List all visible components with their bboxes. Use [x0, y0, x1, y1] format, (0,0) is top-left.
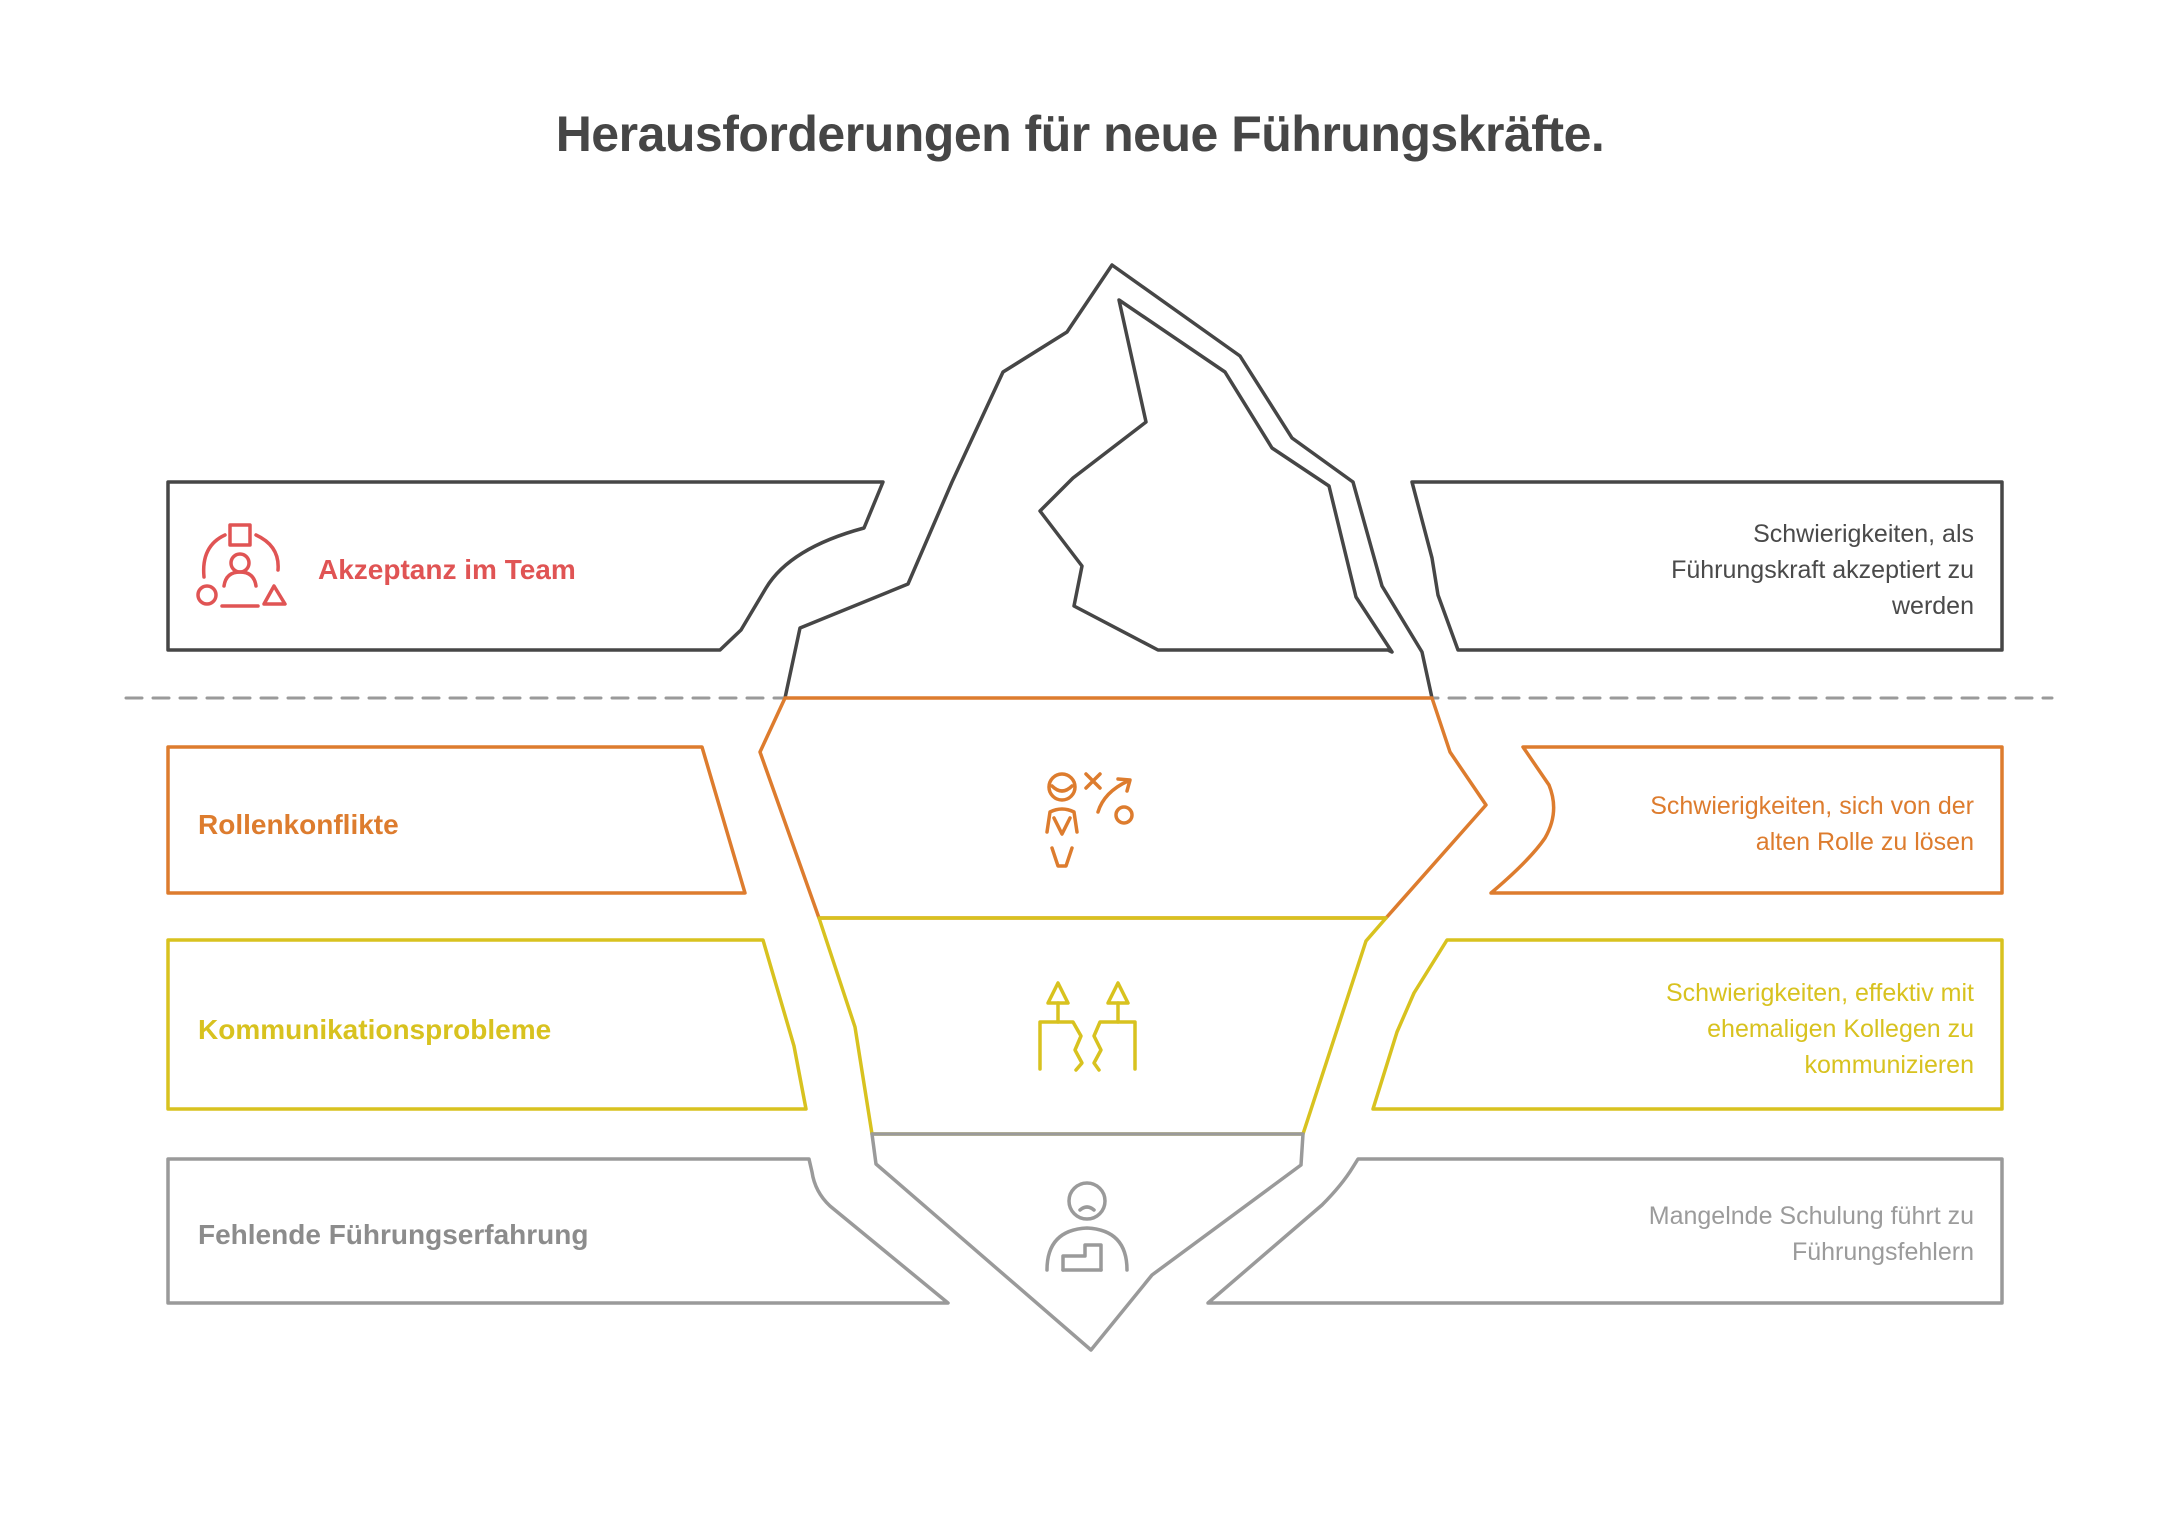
iceberg-section-experience [872, 1134, 1303, 1350]
level-label-acceptance: Akzeptanz im Team [318, 554, 576, 585]
level-description-experience [1614, 1198, 1974, 1270]
description-line: Schwierigkeiten, effektiv mit [1666, 979, 1974, 1007]
level-description-communication [1614, 975, 1974, 1083]
description-line: kommunizieren [1804, 1051, 1974, 1079]
description-line: Schwierigkeiten, sich von der [1650, 792, 1974, 820]
page-title: Herausforderungen für neue Führungskräfte. [555, 106, 1605, 162]
iceberg-tip-ridge [1040, 300, 1392, 652]
broken-bridge-icon [1040, 983, 1135, 1070]
description-line: Mangelnde Schulung führt zu [1648, 1202, 1974, 1230]
role-conflict-icon [1047, 774, 1132, 866]
level-label-experience: Fehlende Führungserfahrung [198, 1219, 589, 1250]
iceberg-section-communication [819, 918, 1386, 1134]
description-line: Führungsfehlern [1791, 1238, 1974, 1266]
level-label-communication: Kommunikationsprobleme [198, 1014, 552, 1045]
inexperienced-person-icon [1047, 1183, 1127, 1270]
description-line: Schwierigkeiten, als [1753, 520, 1974, 548]
level-label-roles: Rollenkonflikte [198, 809, 399, 840]
level-description-roles [1614, 788, 1974, 860]
description-line: werden [1892, 592, 1974, 620]
level-description-acceptance [1614, 516, 1974, 624]
description-line: Führungskraft akzeptiert zu [1671, 556, 1974, 584]
description-line: alten Rolle zu lösen [1755, 828, 1974, 856]
description-line: ehemaligen Kollegen zu [1707, 1015, 1974, 1043]
team-acceptance-icon [198, 525, 285, 606]
